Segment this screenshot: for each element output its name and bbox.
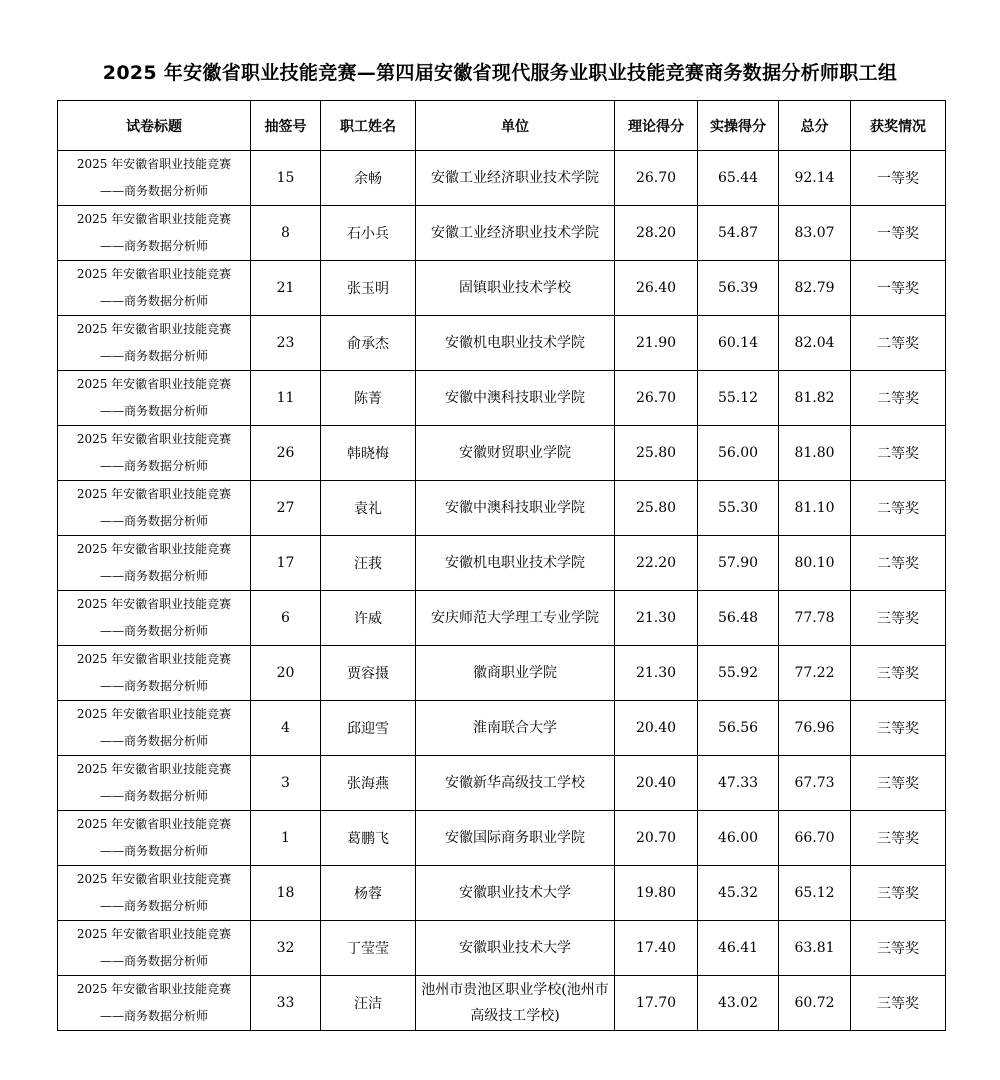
- column-header-name: 职工姓名: [321, 101, 416, 151]
- draw-number-cell: 20: [251, 646, 321, 701]
- table-row: [58, 921, 946, 976]
- unit-cell: 淮南联合大学: [416, 701, 615, 756]
- table-row: [58, 536, 946, 591]
- total-score-cell: 77.78: [779, 591, 851, 646]
- name-cell: 汪莪: [321, 536, 416, 591]
- paper-title-cell: [58, 976, 251, 1031]
- practice-score-cell: 46.00: [698, 811, 779, 866]
- paper-title-line-2: ——商务数据分析师: [99, 844, 208, 858]
- name-cell: 许威: [321, 591, 416, 646]
- paper-title-cell: [58, 206, 251, 261]
- draw-number-cell: 1: [251, 811, 321, 866]
- unit-cell: 安徽新华高级技工学校: [416, 756, 615, 811]
- name-cell: 丁莹莹: [321, 921, 416, 976]
- paper-title-line-1: 2025 年安徽省职业技能竞赛: [76, 982, 232, 996]
- award-cell: 三等奖: [851, 591, 946, 646]
- draw-number-cell: 6: [251, 591, 321, 646]
- total-score-cell: 92.14: [779, 151, 851, 206]
- paper-title-line-2: ——商务数据分析师: [99, 569, 208, 583]
- paper-title-cell: [58, 811, 251, 866]
- award-cell: 一等奖: [851, 151, 946, 206]
- theory-score-cell: 26.40: [615, 261, 698, 316]
- practice-score-cell: 55.12: [698, 371, 779, 426]
- name-cell: 俞承杰: [321, 316, 416, 371]
- theory-score-cell: 21.30: [615, 591, 698, 646]
- table-row: [58, 811, 946, 866]
- unit-cell: 安徽机电职业技术学院: [416, 536, 615, 591]
- paper-title-line-1: 2025 年安徽省职业技能竞赛: [76, 487, 232, 501]
- unit-cell: 池州市贵池区职业学校(池州市高级技工学校): [416, 976, 615, 1031]
- theory-score-cell: 17.70: [615, 976, 698, 1031]
- unit-cell: 安徽工业经济职业技术学院: [416, 151, 615, 206]
- table-row: [58, 481, 946, 536]
- paper-title-line-2: ——商务数据分析师: [99, 954, 208, 968]
- paper-title-cell: [58, 426, 251, 481]
- total-score-cell: 81.10: [779, 481, 851, 536]
- unit-cell: 安徽中澳科技职业学院: [416, 371, 615, 426]
- table-row: [58, 151, 946, 206]
- paper-title-line-1: 2025 年安徽省职业技能竞赛: [76, 267, 232, 281]
- paper-title-line-2: ——商务数据分析师: [99, 1009, 208, 1023]
- practice-score-cell: 65.44: [698, 151, 779, 206]
- paper-title-cell: [58, 536, 251, 591]
- column-header-draw-number: 抽签号: [251, 101, 321, 151]
- unit-cell: 安庆师范大学理工专业学院: [416, 591, 615, 646]
- draw-number-cell: 17: [251, 536, 321, 591]
- total-score-cell: 60.72: [779, 976, 851, 1031]
- paper-title-line-1: 2025 年安徽省职业技能竞赛: [76, 707, 232, 721]
- practice-score-cell: 56.39: [698, 261, 779, 316]
- award-cell: 二等奖: [851, 426, 946, 481]
- practice-score-cell: 56.56: [698, 701, 779, 756]
- practice-score-cell: 57.90: [698, 536, 779, 591]
- practice-score-cell: 60.14: [698, 316, 779, 371]
- paper-title-cell: [58, 151, 251, 206]
- paper-title-line-1: 2025 年安徽省职业技能竞赛: [76, 927, 232, 941]
- total-score-cell: 67.73: [779, 756, 851, 811]
- draw-number-cell: 27: [251, 481, 321, 536]
- paper-title-cell: [58, 316, 251, 371]
- column-header-practice-score: 实操得分: [698, 101, 779, 151]
- paper-title-line-2: ——商务数据分析师: [99, 459, 208, 473]
- paper-title-line-1: 2025 年安徽省职业技能竞赛: [76, 597, 232, 611]
- draw-number-cell: 33: [251, 976, 321, 1031]
- award-cell: 三等奖: [851, 811, 946, 866]
- name-cell: 陈菁: [321, 371, 416, 426]
- practice-score-cell: 45.32: [698, 866, 779, 921]
- practice-score-cell: 56.48: [698, 591, 779, 646]
- paper-title-line-2: ——商务数据分析师: [99, 404, 208, 418]
- total-score-cell: 80.10: [779, 536, 851, 591]
- name-cell: 杨蓉: [321, 866, 416, 921]
- name-cell: 石小兵: [321, 206, 416, 261]
- total-score-cell: 81.82: [779, 371, 851, 426]
- name-cell: 邱迎雪: [321, 701, 416, 756]
- paper-title-line-2: ——商务数据分析师: [99, 184, 208, 198]
- unit-cell: 安徽工业经济职业技术学院: [416, 206, 615, 261]
- theory-score-cell: 25.80: [615, 426, 698, 481]
- paper-title-line-2: ——商务数据分析师: [99, 349, 208, 363]
- table-row: [58, 426, 946, 481]
- column-header-award: 获奖情况: [851, 101, 946, 151]
- table-row: [58, 756, 946, 811]
- paper-title-line-1: 2025 年安徽省职业技能竞赛: [76, 817, 232, 831]
- total-score-cell: 77.22: [779, 646, 851, 701]
- table-row: [58, 261, 946, 316]
- draw-number-cell: 15: [251, 151, 321, 206]
- practice-score-cell: 55.30: [698, 481, 779, 536]
- award-cell: 三等奖: [851, 756, 946, 811]
- paper-title-line-1: 2025 年安徽省职业技能竞赛: [76, 322, 232, 336]
- total-score-cell: 63.81: [779, 921, 851, 976]
- name-cell: 张玉明: [321, 261, 416, 316]
- unit-cell: 安徽国际商务职业学院: [416, 811, 615, 866]
- award-cell: 一等奖: [851, 261, 946, 316]
- award-cell: 三等奖: [851, 646, 946, 701]
- results-table: [57, 100, 946, 1031]
- paper-title-line-1: 2025 年安徽省职业技能竞赛: [76, 157, 232, 171]
- total-score-cell: 81.80: [779, 426, 851, 481]
- unit-cell: 安徽中澳科技职业学院: [416, 481, 615, 536]
- paper-title-line-1: 2025 年安徽省职业技能竞赛: [76, 377, 232, 391]
- name-cell: 葛鹏飞: [321, 811, 416, 866]
- total-score-cell: 83.07: [779, 206, 851, 261]
- name-cell: 余畅: [321, 151, 416, 206]
- theory-score-cell: 19.80: [615, 866, 698, 921]
- theory-score-cell: 28.20: [615, 206, 698, 261]
- table-row: [58, 701, 946, 756]
- paper-title-line-2: ——商务数据分析师: [99, 789, 208, 803]
- unit-cell: 安徽职业技术大学: [416, 866, 615, 921]
- paper-title-cell: [58, 646, 251, 701]
- page-title: 2025 年安徽省职业技能竞赛—第四届安徽省现代服务业职业技能竞赛商务数据分析师职工组: [102, 62, 898, 84]
- unit-cell: 安徽职业技术大学: [416, 921, 615, 976]
- draw-number-cell: 11: [251, 371, 321, 426]
- award-cell: 二等奖: [851, 536, 946, 591]
- table-header-row: [58, 101, 946, 151]
- draw-number-cell: 32: [251, 921, 321, 976]
- theory-score-cell: 26.70: [615, 151, 698, 206]
- unit-cell: 安徽财贸职业学院: [416, 426, 615, 481]
- theory-score-cell: 25.80: [615, 481, 698, 536]
- theory-score-cell: 21.90: [615, 316, 698, 371]
- table-row: [58, 866, 946, 921]
- total-score-cell: 66.70: [779, 811, 851, 866]
- draw-number-cell: 4: [251, 701, 321, 756]
- award-cell: 二等奖: [851, 481, 946, 536]
- table-body: [58, 151, 946, 1031]
- paper-title-line-1: 2025 年安徽省职业技能竞赛: [76, 212, 232, 226]
- table-row: [58, 976, 946, 1031]
- unit-cell: 徽商职业学院: [416, 646, 615, 701]
- table-row: [58, 371, 946, 426]
- award-cell: 三等奖: [851, 866, 946, 921]
- name-cell: 贾容摄: [321, 646, 416, 701]
- draw-number-cell: 8: [251, 206, 321, 261]
- draw-number-cell: 21: [251, 261, 321, 316]
- award-cell: 二等奖: [851, 316, 946, 371]
- total-score-cell: 82.79: [779, 261, 851, 316]
- paper-title-line-2: ——商务数据分析师: [99, 294, 208, 308]
- paper-title-cell: [58, 866, 251, 921]
- practice-score-cell: 56.00: [698, 426, 779, 481]
- unit-cell: 固镇职业技术学校: [416, 261, 615, 316]
- paper-title-cell: [58, 371, 251, 426]
- column-header-theory-score: 理论得分: [615, 101, 698, 151]
- paper-title-line-2: ——商务数据分析师: [99, 514, 208, 528]
- theory-score-cell: 20.70: [615, 811, 698, 866]
- column-header-paper-title: 试卷标题: [58, 101, 251, 151]
- practice-score-cell: 47.33: [698, 756, 779, 811]
- award-cell: 三等奖: [851, 921, 946, 976]
- paper-title-line-1: 2025 年安徽省职业技能竞赛: [76, 432, 232, 446]
- theory-score-cell: 26.70: [615, 371, 698, 426]
- practice-score-cell: 54.87: [698, 206, 779, 261]
- table-row: [58, 316, 946, 371]
- name-cell: 汪洁: [321, 976, 416, 1031]
- paper-title-line-2: ——商务数据分析师: [99, 624, 208, 638]
- award-cell: 三等奖: [851, 976, 946, 1031]
- unit-cell: 安徽机电职业技术学院: [416, 316, 615, 371]
- paper-title-cell: [58, 261, 251, 316]
- table-row: [58, 646, 946, 701]
- paper-title-line-1: 2025 年安徽省职业技能竞赛: [76, 652, 232, 666]
- practice-score-cell: 55.92: [698, 646, 779, 701]
- paper-title-cell: [58, 756, 251, 811]
- theory-score-cell: 21.30: [615, 646, 698, 701]
- award-cell: 二等奖: [851, 371, 946, 426]
- paper-title-cell: [58, 921, 251, 976]
- total-score-cell: 82.04: [779, 316, 851, 371]
- draw-number-cell: 3: [251, 756, 321, 811]
- total-score-cell: 76.96: [779, 701, 851, 756]
- paper-title-cell: [58, 591, 251, 646]
- name-cell: 韩晓梅: [321, 426, 416, 481]
- paper-title-line-2: ——商务数据分析师: [99, 239, 208, 253]
- column-header-unit: 单位: [416, 101, 615, 151]
- theory-score-cell: 17.40: [615, 921, 698, 976]
- total-score-cell: 65.12: [779, 866, 851, 921]
- theory-score-cell: 20.40: [615, 701, 698, 756]
- paper-title-line-1: 2025 年安徽省职业技能竞赛: [76, 762, 232, 776]
- table-row: [58, 591, 946, 646]
- paper-title-cell: [58, 701, 251, 756]
- theory-score-cell: 20.40: [615, 756, 698, 811]
- table-row: [58, 206, 946, 261]
- practice-score-cell: 43.02: [698, 976, 779, 1031]
- award-cell: 一等奖: [851, 206, 946, 261]
- paper-title-line-2: ——商务数据分析师: [99, 899, 208, 913]
- draw-number-cell: 23: [251, 316, 321, 371]
- name-cell: 张海燕: [321, 756, 416, 811]
- paper-title-line-1: 2025 年安徽省职业技能竞赛: [76, 872, 232, 886]
- practice-score-cell: 46.41: [698, 921, 779, 976]
- draw-number-cell: 26: [251, 426, 321, 481]
- name-cell: 袁礼: [321, 481, 416, 536]
- award-cell: 三等奖: [851, 701, 946, 756]
- paper-title-cell: [58, 481, 251, 536]
- paper-title-line-1: 2025 年安徽省职业技能竞赛: [76, 542, 232, 556]
- column-header-total-score: 总分: [779, 101, 851, 151]
- paper-title-line-2: ——商务数据分析师: [99, 734, 208, 748]
- draw-number-cell: 18: [251, 866, 321, 921]
- theory-score-cell: 22.20: [615, 536, 698, 591]
- paper-title-line-2: ——商务数据分析师: [99, 679, 208, 693]
